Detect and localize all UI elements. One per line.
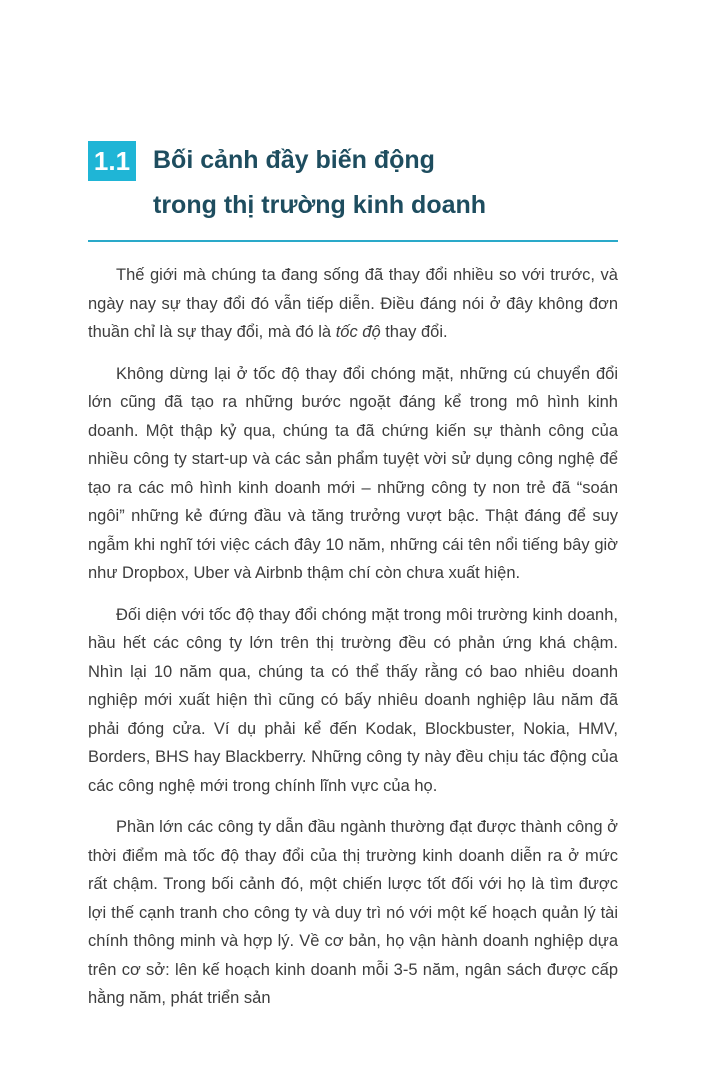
page-content	[88, 138, 618, 1013]
paragraph-1-italic: tốc độ	[335, 323, 381, 341]
paragraph-1	[88, 261, 618, 347]
section-title	[153, 138, 486, 228]
paragraph-3: Đối diện với tốc độ thay đổi chóng mặt trong môi trường kinh doanh, hầu hết các công ty lớn trên thị trường đều có phản ứng khá chậm. Nhìn lại 10 năm qua, chúng ta có thể thấy rằng có bao nhiêu doanh nghiệp mới xuất hiện thì cũng có bấy nhiêu doanh nghiệp lâu năm đã phải đóng cửa. Ví dụ phải kể đến Kodak, Blockbuster, Nokia, HMV, Borders, BHS hay Blackberry. Những công ty này đều chịu tác động của các công nghệ mới trong chính lĩnh vực của họ.	[88, 605, 618, 795]
section-title-line2: trong thị trường kinh doanh	[153, 191, 487, 219]
section-title-line1: Bối cảnh đầy biến động	[153, 146, 435, 174]
section-number-badge: 1.1	[88, 141, 136, 181]
paragraph-1-after: thay đổi.	[380, 323, 448, 341]
paragraph-2: Không dừng lại ở tốc độ thay đổi chóng mặt, những cú chuyển đổi lớn cũng đã tạo ra những bước ngoặt đáng kể trong mô hình kinh doanh. Một thập kỷ qua, chúng ta đã chứng kiến sự thành công của nhiều công ty start-up và các sản phẩm tuyệt vời sử dụng công nghệ để tạo ra các mô hình kinh doanh mới – những công ty non trẻ đã “soán ngôi” những kẻ đứng đầu và tăng trưởng vượt bậc. Thật đáng để suy ngẫm khi nghĩ tới việc cách đây 10 năm, những cái tên nổi tiếng bây giờ như Dropbox, Uber và Airbnb thậm chí còn chưa xuất hiện.	[88, 364, 618, 582]
section-heading	[88, 138, 618, 228]
heading-rule	[88, 240, 618, 242]
body-text	[88, 261, 618, 1013]
paragraph-4: Phần lớn các công ty dẫn đầu ngành thường đạt được thành công ở thời điểm mà tốc độ thay đổi của thị trường kinh doanh diễn ra ở mức rất chậm. Trong bối cảnh đó, một chiến lược tốt đối với họ là tìm được lợi thế cạnh tranh cho công ty và duy trì nó với một kế hoạch quản lý tài chính thông minh và hợp lý. Về cơ bản, họ vận hành doanh nghiệp dựa trên cơ sở: lên kế hoạch kinh doanh mỗi 3-5 năm, ngân sách được cấp hằng năm, phát triển sản	[88, 818, 618, 1007]
paragraph-1-before: Thế giới mà chúng ta đang sống đã thay đổi nhiều so với trước, và ngày nay sự thay đổi đó vẫn tiếp diễn. Điều đáng nói ở đây không đơn thuần chỉ là sự thay đổi, mà đó là	[88, 266, 618, 341]
